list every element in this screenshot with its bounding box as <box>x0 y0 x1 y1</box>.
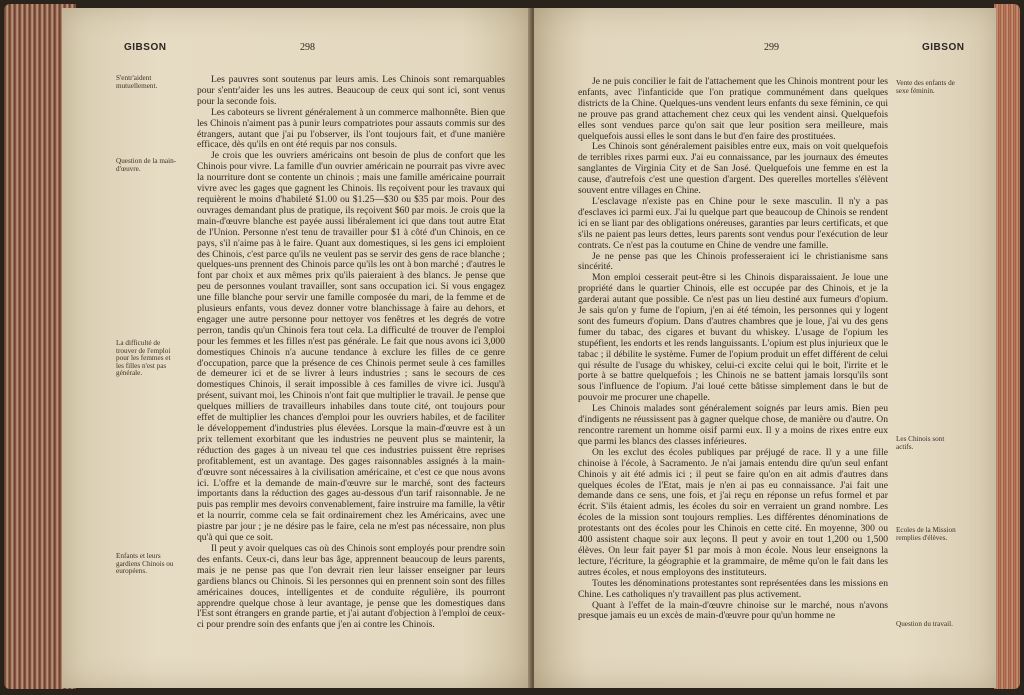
margin-note: Les Chinois sont actifs. <box>896 435 945 451</box>
paragraph: Mon emploi cesserait peut-être si les Chinois disparaissaient. Je loue une propriété dans le quartier Chinois, elle est occupée par des Chinois, et je la garderai autant que possible. Ce n'est pas un lieu destiné aux fumeurs d'opium. Je sais qu'on y fume de l'opium, j'en ai été témoin, les personnes qui y logent sont des fumeurs d'opium. Dans d'autres chambres que je loue, j'ai vu des gens fumer du tabac, des cigares et buvant du whiskey. L'usage de l'opium les stupéfient, les endorts et les rends languissants. L'opium est plus injurieux que le tabac ; il débilite le système. Fumer de l'opium produit un effet différent de celui qui résulte de l'usage du whiskey, celui-ci excite celui qui le boit, l'irrite et le porte à se battre quelquefois ; les Chinois ne se battent jamais lorsqu'ils sont sous l'influence de l'opium. J'ai loué cette bâtisse simplement dans le but de pouvoir me procurer une chapelle. <box>578 272 888 404</box>
paragraph: Les caboteurs se livrent généralement à un commerce malhonnête. Bien que les Chinois n'aiment pas à punir leurs compatriotes pour assauts commis sur des étrangers, autant que j'ai pu l'observer, ils l'ont toujours fait, et d'une manière efficace, dès qu'ils en ont été requis par nos consuls. <box>197 106 505 151</box>
paragraph: Il peut y avoir quelques cas où des Chinois sont employés pour prendre soin des enfants. Ceux-ci, dans leur bas âge, apprennent beaucoup de leurs parents, mais je ne pense pas que l'on devrait rien leur laisser enseigner par leurs gardiens blancs ou Chinois. Si les personnes qui en prennent soin sont des filles américaines douces, intelligentes et de conduite régulière, ils pourront apprendre quelque chose à leur avantage, je pense que les domestiques dans l'Est sont étrangers en grande partie, et j'ai autant d'objection à l'emploi de ceux-ci pour prendre soin des enfants que j'en ai contre les Chinois. <box>197 542 505 631</box>
paragraph: Toutes les dénominations protestantes sont représentées dans les missions en Chine. Les catholiques n'y travaillent pas plus activement. <box>578 577 888 600</box>
paragraph: Les Chinois sont généralement paisibles entre eux, mais on voit quelquefois de terribles rixes parmi eux. J'ai eu connaissance, par les journaux des émeutes sanglantes de Virginia City et de San José. Quelquefois une femme en est la cause, d'autrefois c'est une question d'argent. Des querelles mortelles s'élèvent souvent entre villages en Chine. <box>578 141 888 197</box>
paragraph: L'esclavage n'existe pas en Chine pour le sexe masculin. Il n'y a pas d'esclaves ici parmi eux. J'ai lu quelque part que beaucoup de Chinois se rendent ici en se liant par des obligations onéreuses, garanties par leurs certificats, et que s'ils ne paient pas leurs dettes, leurs parents sont vendus pour l'exécution de leur contrats. Ce n'est pas la coutume en Chine de vendre une famille. <box>578 195 888 251</box>
margin-note: Question du travail. <box>896 620 953 628</box>
margin-note: S'entr'aident mutuellement. <box>116 74 158 90</box>
running-head: GIBSON <box>922 42 965 53</box>
page-number: 299 <box>764 42 779 53</box>
paragraph: Les Chinois malades sont généralement soignés par leurs amis. Bien peu d'indigents ne réussissent pas à gagner quelque chose, de manière ou d'autre. On rencontre rarement un homme oisif parmi eux. Il y a moins de rixes entre eux que parmi les blancs des classes inférieures. <box>578 403 888 447</box>
margin-note: Question de la main-d'œuvre. <box>116 157 177 173</box>
left-page <box>62 8 532 688</box>
margin-note: Vente des enfants de sexe féminin. <box>896 79 955 95</box>
paragraph: Quant à l'effet de la main-d'œuvre chinoise sur le marché, nous n'avons presque jamais eu un excès de main-d'œuvre pour qu'un homme ne <box>578 599 888 622</box>
margin-note: La difficulté de trouver de l'emploi pour les femmes et les filles n'est pas générale. <box>116 339 171 378</box>
running-head: GIBSON <box>124 42 167 53</box>
page-body <box>197 75 505 631</box>
paragraph: On les exclut des écoles publiques par préjugé de race. Il y a une fille chinoise à l'école, à Sacramento. Je n'ai jamais entendu dire qu'un seul enfant Chinois y ait été admis ici ; il peut se faire qu'on en ait admis d'autres dans quelques écoles de l'Etat, mais je n'en ai pas eu connaissance. J'ai fait une demande dans ce sens, une fois, et j'ai reçu en réponse un refus formel et par écrit. S'ils étaient admis, les écoles du soir en verraient un grand nombre. Les écoles de la mission sont toujours remplies. Les différentes dénominations de protestants ont des écoles pour les Chinois en cette cité. En moyenne, 300 ou 400 assistent chaque soir aux leçons. Il peut y avoir en tout 1,200 ou 1,500 élèves. On leur fait payer $1 par mois à mon école. Nous leur enseignons la lecture, l'écriture, la géographie et la grammaire, de même qu'on le fait dans les autres écoles, et nous employons des instituteurs. <box>578 446 888 578</box>
right-page-edges <box>994 4 1020 689</box>
margin-note: Ecoles de la Mission remplies d'élèves. <box>896 526 956 542</box>
right-page <box>534 8 996 688</box>
page-body <box>578 77 888 622</box>
paragraph: Je ne puis concilier le fait de l'attachement que les Chinois montrent pour les enfants, avec l'infanticide que l'on pratique communément dans quelques districts de la Chine. Quelques-uns vendent leurs enfants du sexe féminin, ce qui ne prouve pas grand attachement chez ceux qui les vendent ainsi. Quelquefois elles sont vendues parce qu'on sait que leur position sera meilleure, mais quelquefois aussi elles le sont dans le but d'en faire des prostituées. <box>578 76 888 142</box>
paragraph: Les pauvres sont soutenus par leurs amis. Les Chinois sont remarquables pour s'entr'aider les uns les autres. Beaucoup de ceux qui sont ici, sont venus pour la seconde fois. <box>197 74 505 107</box>
paragraph: Je ne pense pas que les Chinois professeraient ici le christianisme sans sincérité. <box>578 250 888 273</box>
paragraph: Je crois que les ouvriers américains ont besoin de plus de confort que les Chinois pour vivre. La famille d'un ouvrier américain ne pourrait pas vivre avec la nourriture dont se contente un chinois ; mais une famille américaine pourrait vivre avec les gages que gagnent les Chinois. Ils reçoivent pour les travaux qui requièrent le moins d'habileté $1.00 ou $1.25—$30 ou $35 par mois. Pour des ouvrages demandant plus de pratique, ils reçoivent $60 par mois. Je crois que la main-d'œuvre blanche est payée aussi libéralement ici que dans tout autre Etat de l'Union. Personne n'est tenu de travailler pour $1 à côté d'un Chinois, en ce pays, s'il n'aime pas à le faire. Quant aux domestiques, si les gens ici emploient des Chinois, c'est parce qu'ils ne veulent pas se servir des gens de race blanche ; quelques-uns prennent des Chinois parce qu'ils les ont à bon marché ; d'autres le font par choix et aux mêmes prix qu'ils paieraient à des blancs. Je pense que peu de personnes voulant travailler, sont sans occupation ici. Si vous engagez une fille blanche pour servir une famille composée du mari, de la femme et de plusieurs enfants, vous devez donner votre blanchissage à faire au dehors, et engager une autre personne pour nettoyer vos fenêtres et les degrés de votre perron, tandis qu'un Chinois fera tout cela. La difficulté de trouver de l'emploi pour les femmes et les filles n'est pas générale. Le fait que nous avons ici 3,000 domestiques Chinois n'a aucune tendance à exclure les filles de ce genre d'occupation, parce que la présence de ces Chinois permet seule à ces familles de demeurer ici et de se livrer à leurs industries ; sans le secours de ces domestiques Chinois, il serait impossible à ces familles de vivre ici. Jusqu'à présent, suivant moi, les Chinois n'ont fait que multiplier le travail. Je pense que quelques milliers de travailleurs inhabiles dans toute cité, ont toujours pour effet de multiplier les chances d'emploi pour les ouvriers habiles, et de faciliter le développement d'industries plus élevées. Lorsque la main-d'œuvre est à un prix tellement exorbitant que les industries ne peuvent plus se maintenir, la réduction des gages à un niveau tel que ces industries puissent être reprises profitablement, est un avantage. Des gages raisonnables assignés à la main-d'œuvre sont nécessaires à la civilisation américaine, et c'est ce que nous avons ici. L'offre et la demande de main-d'œuvre sur le marché, sont des facteurs importants dans la réduction des gages au-dessous d'un tarif raisonnable. Je ne puis pas remplir mes devoirs convenablement, faire instruire ma famille, la vêtir et la nourrir, comme cela se fait ordinairement chez les Américains, avec une piastre par jour ; je ne désire pas le faire, cela ne m'est pas nécessaire, non plus qu'à qui que ce soit. <box>197 150 505 544</box>
page-number: 298 <box>300 42 315 53</box>
margin-note: Enfants et leurs gardiens Chinois ou européens. <box>116 552 174 576</box>
